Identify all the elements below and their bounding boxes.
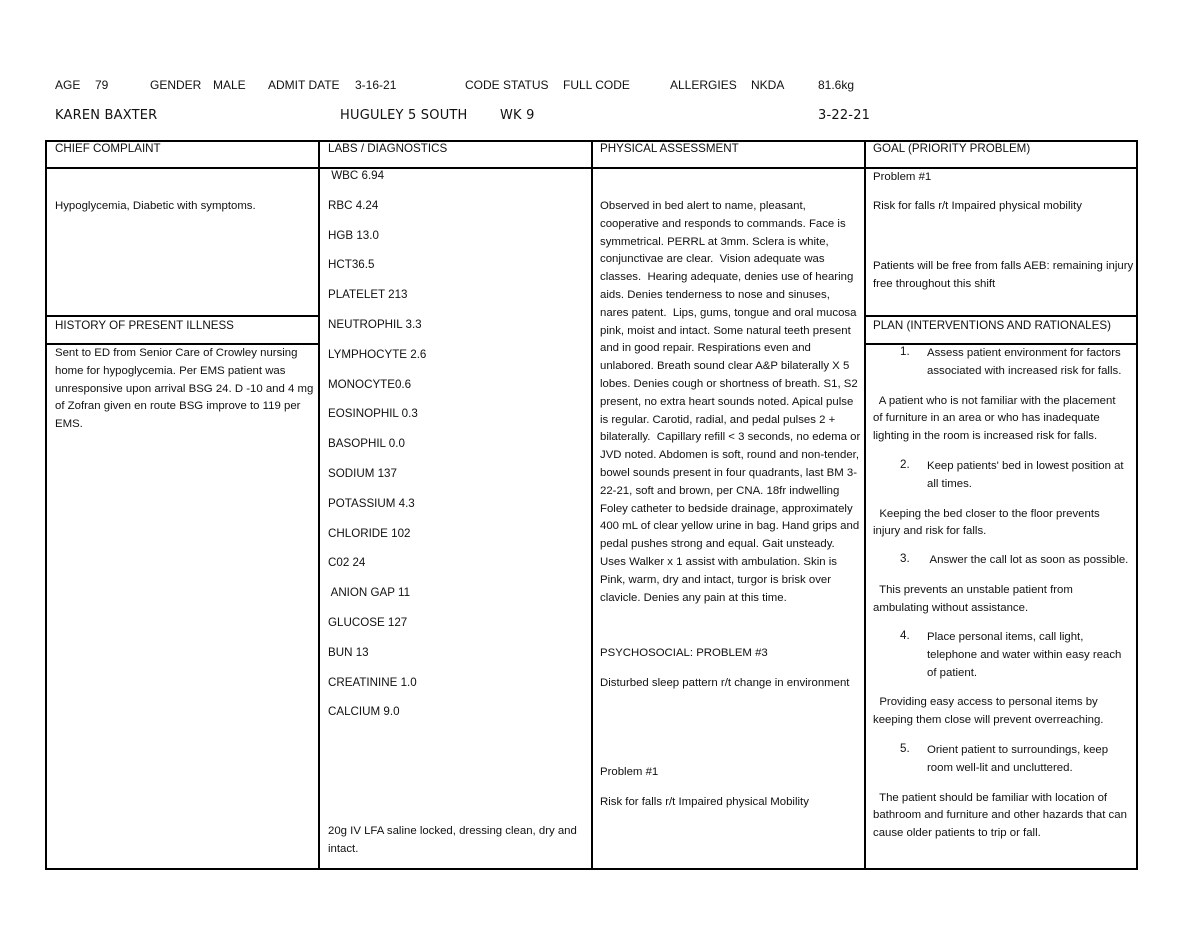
assessment-line: Pink, warm, dry and intact, turgor is brisk over xyxy=(600,573,832,586)
intervention-number: 2. xyxy=(900,458,910,471)
iv-note-line: 20g IV LFA saline locked, dressing clean, dry and xyxy=(328,825,577,837)
assessment-line: conjunctivae are clear. Vision adequate was xyxy=(600,253,825,266)
lab-value: POTASSIUM 4.3 xyxy=(328,496,415,510)
rationale-text: injury and risk for falls. xyxy=(873,525,987,538)
patient-name: KAREN BAXTER xyxy=(55,108,158,123)
intervention-text: room well-lit and uncluttered. xyxy=(927,761,1073,774)
lab-value: HCT36.5 xyxy=(328,258,375,272)
assessment-line: 400 mL of clear yellow urine in bag. Hand grips and xyxy=(600,520,860,533)
lab-value: HGB 13.0 xyxy=(328,228,379,242)
lab-value: PLATELET 213 xyxy=(328,288,408,302)
intervention-text: telephone and water within easy reach xyxy=(927,648,1122,661)
rationale-text: cause older patients to trip or fall. xyxy=(873,827,1041,840)
plan-heading: PLAN (INTERVENTIONS AND RATIONALES) xyxy=(873,319,1111,332)
age-value: 79 xyxy=(95,78,109,92)
rationale-text: This prevents an unstable patient from xyxy=(873,583,1073,596)
psychosocial-heading: PSYCHOSOCIAL: PROBLEM #3 xyxy=(600,647,768,659)
admit-date-label: ADMIT DATE xyxy=(268,78,340,92)
intervention-text: Answer the call lot as soon as possible. xyxy=(927,554,1129,566)
rationale-text: The patient should be familiar with location of xyxy=(873,791,1108,804)
lab-value: SODIUM 137 xyxy=(328,467,397,480)
age-label: AGE xyxy=(55,78,81,92)
hpi-line: Sent to ED from Senior Care of Crowley nursing xyxy=(55,347,298,359)
hpi-line: unresponsive upon arrival BSG 24. D -10 and 4 mg xyxy=(55,382,314,395)
hpi-text xyxy=(55,345,317,434)
assessment-line: unlabored. Breath sound clear A&P bilaterally X 5 xyxy=(600,360,850,373)
intervention-text: Orient patient to surroundings, keep xyxy=(927,744,1109,756)
lab-value: EOSINOPHIL 0.3 xyxy=(328,407,418,421)
lab-value: MONOCYTE0.6 xyxy=(328,377,412,391)
hpi-heading: HISTORY OF PRESENT ILLNESS xyxy=(55,319,234,332)
hpi-line: EMS. xyxy=(55,418,83,431)
rationale-text: keeping them close will prevent overreaching. xyxy=(873,714,1104,727)
intervention-number: 4. xyxy=(900,629,910,642)
lab-value: C02 24 xyxy=(328,556,366,570)
week-label: WK 9 xyxy=(500,108,535,123)
intervention-text: all times. xyxy=(927,477,972,490)
lab-value: NEUTROPHIL 3.3 xyxy=(328,318,422,331)
intervention-number: 3. xyxy=(900,552,910,565)
lab-value: GLUCOSE 127 xyxy=(328,616,408,629)
assessment-line: cooperative and responds to commands. Face is xyxy=(600,217,846,230)
lab-value: BUN 13 xyxy=(328,645,369,659)
lab-value: CHLORIDE 102 xyxy=(328,526,411,540)
rationale-text: lighting in the room is increased risk for falls. xyxy=(873,430,1098,443)
assessment-line: Foley catheter to bedside drainage, approximately xyxy=(600,502,853,515)
assessment-line: lobes. Denies cough or shortness of breath. S1, S2 xyxy=(600,377,858,390)
intervention-text: of patient. xyxy=(927,666,978,679)
chief-complaint-text: Hypoglycemia, Diabetic with symptoms. xyxy=(55,200,256,212)
problem-1-text: Risk for falls r/t Impaired physical Mobility xyxy=(600,796,809,808)
assessment-line: aids. Denies tenderness to nose and sinuses, xyxy=(600,288,830,301)
assessment-line: bilaterally. Capillary refill < 3 seconds, no edema or xyxy=(600,431,861,444)
goal-line: Patients will be free from falls AEB: remaining injury xyxy=(873,260,1134,272)
lab-value: ANION GAP 11 xyxy=(328,586,411,600)
goal-line: free throughout this shift xyxy=(873,277,996,290)
lab-value: BASOPHIL 0.0 xyxy=(328,437,405,451)
intervention-text: Place personal items, call light, xyxy=(927,631,1084,643)
intervention-number: 5. xyxy=(900,742,910,755)
intervention-text: Assess patient environment for factors xyxy=(927,347,1121,359)
psychosocial-text: Disturbed sleep pattern r/t change in environment xyxy=(600,677,850,689)
rationale-text: Keeping the bed closer to the floor prevents xyxy=(873,507,1100,520)
goal-heading: GOAL (PRIORITY PROBLEM) xyxy=(873,142,1031,155)
lab-value: LYMPHOCYTE 2.6 xyxy=(328,347,427,361)
assessment-line: JVD noted. Abdomen is soft, round and non-tender, xyxy=(600,449,859,462)
lab-value: CALCIUM 9.0 xyxy=(328,705,400,719)
lab-value: WBC 6.94 xyxy=(328,169,385,182)
assessment-line: classes. Hearing adequate, denies use of hearing xyxy=(600,271,854,284)
unit-name: HUGULEY 5 SOUTH xyxy=(340,108,468,123)
weight-value: 81.6kg xyxy=(818,78,855,92)
intervention-text: Keep patients' bed in lowest position at xyxy=(927,460,1124,472)
assessment-text xyxy=(600,198,862,607)
problem-1-label: Problem #1 xyxy=(600,766,659,778)
hpi-line: home for hypoglycemia. Per EMS patient was xyxy=(55,364,286,377)
iv-note xyxy=(328,823,588,859)
assessment-line: Uses Walker x 1 assist with ambulation. Skin is xyxy=(600,555,837,568)
goal-statement xyxy=(873,258,1135,294)
labs-heading: LABS / DIAGNOSTICS xyxy=(328,142,448,155)
care-date: 3-22-21 xyxy=(818,108,871,123)
intervention-text: associated with increased risk for falls. xyxy=(927,364,1122,377)
allergies-label: ALLERGIES xyxy=(670,78,737,92)
assessment-line: is regular. Carotid, radial, and pedal pulses 2 + xyxy=(600,413,836,426)
hpi-line: of Zofran given en route BSG improve to 119 per xyxy=(55,400,301,413)
assessment-line: present, no extra heart sounds noted. Apical pulse xyxy=(600,395,854,408)
rationale-text: Providing easy access to personal items by xyxy=(873,696,1098,709)
column-chief-complaint xyxy=(45,140,320,870)
assessment-line: pedal pushes strong and equal. Gait unsteady. xyxy=(600,538,835,551)
assessment-line: clavicle. Denies any pain at this time. xyxy=(600,591,787,604)
assessment-line: symmetrical. PERRL at 3mm. Sclera is white, xyxy=(600,235,829,248)
header-row-divider xyxy=(45,167,1138,169)
code-status-value: FULL CODE xyxy=(563,78,630,92)
iv-note-line: intact. xyxy=(328,842,359,855)
assessment-line: Observed in bed alert to name, pleasant, xyxy=(600,200,806,212)
goal-problem: Problem #1 xyxy=(873,171,932,183)
gender-label: GENDER xyxy=(150,78,202,92)
assessment-heading: PHYSICAL ASSESSMENT xyxy=(600,142,739,155)
lab-value: CREATININE 1.0 xyxy=(328,675,417,689)
rationale-text: of furniture in an area or who has inadequate xyxy=(873,412,1100,425)
assessment-line: pink, moist and intact. Some natural teeth present xyxy=(600,324,851,337)
assessment-line: 22-21, soft and brown, per CNA. 18fr indwelling xyxy=(600,484,840,497)
assessment-line: and in good repair. Respirations even and xyxy=(600,342,811,355)
rationale-text: ambulating without assistance. xyxy=(873,601,1029,614)
rationale-text: bathroom and furniture and other hazards that can xyxy=(873,809,1127,822)
admit-date-value: 3-16-21 xyxy=(355,78,397,92)
chief-complaint-heading: CHIEF COMPLAINT xyxy=(55,142,161,155)
assessment-line: nares patent. Lips, gums, tongue and oral mucosa xyxy=(600,306,857,319)
lab-value: RBC 4.24 xyxy=(328,198,379,212)
allergies-value: NKDA xyxy=(751,78,785,92)
intervention-number: 1. xyxy=(900,345,910,358)
assessment-line: bowel sounds present in four quadrants, last BM 3- xyxy=(600,466,858,479)
code-status-label: CODE STATUS xyxy=(465,78,549,92)
goal-risk: Risk for falls r/t Impaired physical mobility xyxy=(873,200,1082,212)
gender-value: MALE xyxy=(213,78,246,92)
rationale-text: A patient who is not familiar with the placement xyxy=(873,394,1116,407)
